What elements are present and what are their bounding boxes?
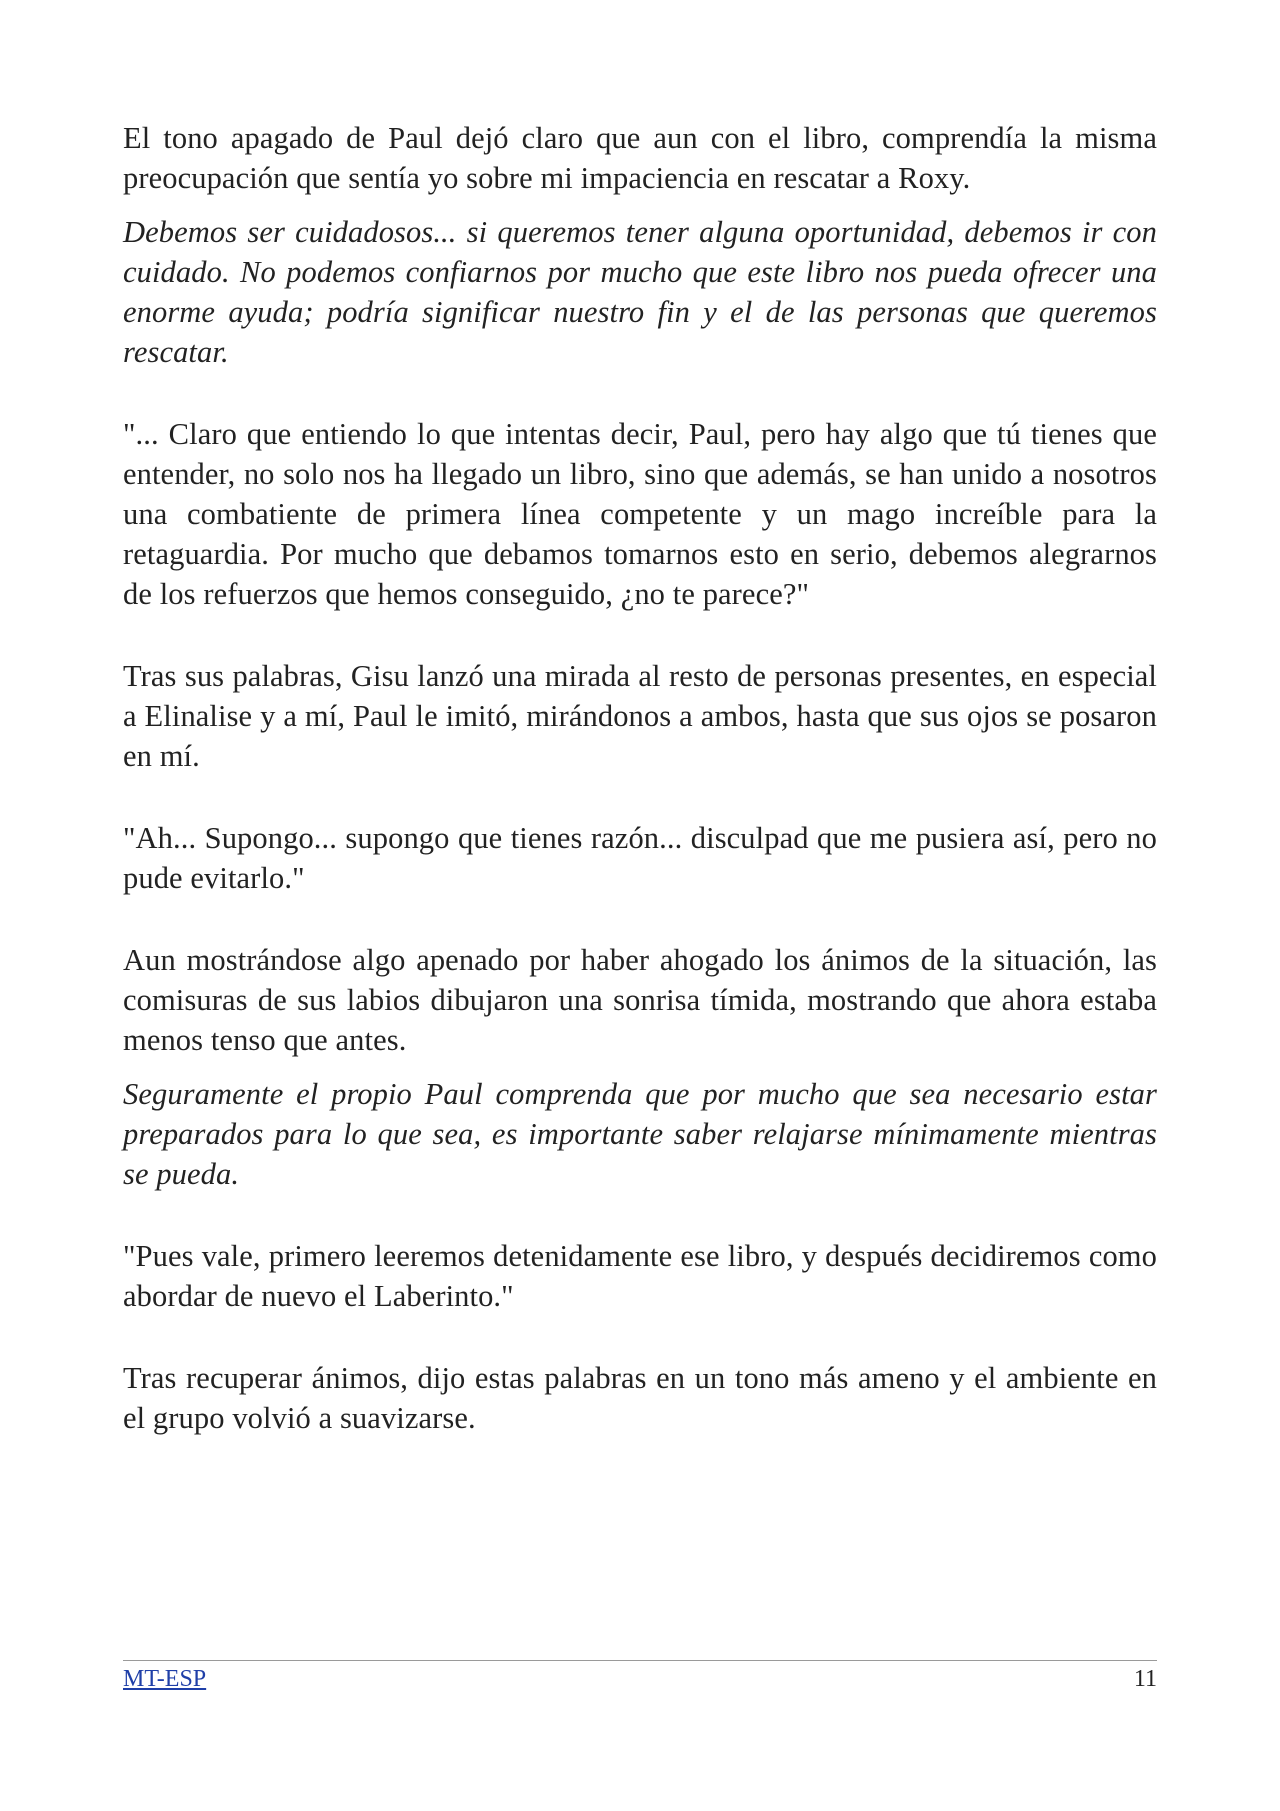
page-body bbox=[123, 118, 1157, 1438]
paragraph-8-dialogue: "Pues vale, primero leeremos detenidamente ese libro, y después decidiremos como abordar de nuevo el Laberinto." bbox=[123, 1239, 1157, 1313]
paragraph-6: Aun mostrándose algo apenado por haber ahogado los ánimos de la situación, las comisuras de sus labios dibujaron una sonrisa tímida, mostrando que ahora estaba menos tenso que antes. bbox=[123, 943, 1157, 1057]
page-footer bbox=[123, 1664, 1157, 1694]
paragraph-4: Tras sus palabras, Gisu lanzó una mirada al resto de personas presentes, en especial a Elinalise y a mí, Paul le imitó, mirándonos a ambos, hasta que sus ojos se posaron en mí. bbox=[123, 659, 1157, 773]
page-number: 11 bbox=[1133, 1666, 1157, 1692]
footer-link[interactable]: MT-ESP bbox=[123, 1666, 207, 1692]
paragraph-7-thought: Seguramente el propio Paul comprenda que por mucho que sea necesario estar preparados para lo que sea, es importante saber relajarse mínimamente mientras se pueda. bbox=[123, 1077, 1157, 1191]
paragraph-1: El tono apagado de Paul dejó claro que aun con el libro, comprendía la misma preocupación que sentía yo sobre mi impaciencia en rescatar a Roxy. bbox=[123, 121, 1157, 195]
paragraph-2-thought: Debemos ser cuidadosos... si queremos tener alguna oportunidad, debemos ir con cuidado. No podemos confiarnos por mucho que este libro nos pueda ofrecer una enorme ayuda; podría significar nuestro fin y el de las personas que queremos rescatar. bbox=[123, 215, 1157, 369]
paragraph-3-dialogue: "... Claro que entiendo lo que intentas decir, Paul, pero hay algo que tú tienes que entender, no solo nos ha llegado un libro, sino que además, se han unido a nosotros una combatiente de primera línea competente y un mago increíble para la retaguardia. Por mucho que debamos tomarnos esto en serio, debemos alegrarnos de los refuerzos que hemos conseguido, ¿no te parece?" bbox=[123, 417, 1157, 611]
paragraph-9: Tras recuperar ánimos, dijo estas palabras en un tono más ameno y el ambiente en el grupo volvió a suavizarse. bbox=[123, 1361, 1157, 1435]
paragraph-5-dialogue: "Ah... Supongo... supongo que tienes razón... disculpad que me pusiera así, pero no pude evitarlo." bbox=[123, 821, 1157, 895]
footer-divider bbox=[123, 1660, 1157, 1661]
